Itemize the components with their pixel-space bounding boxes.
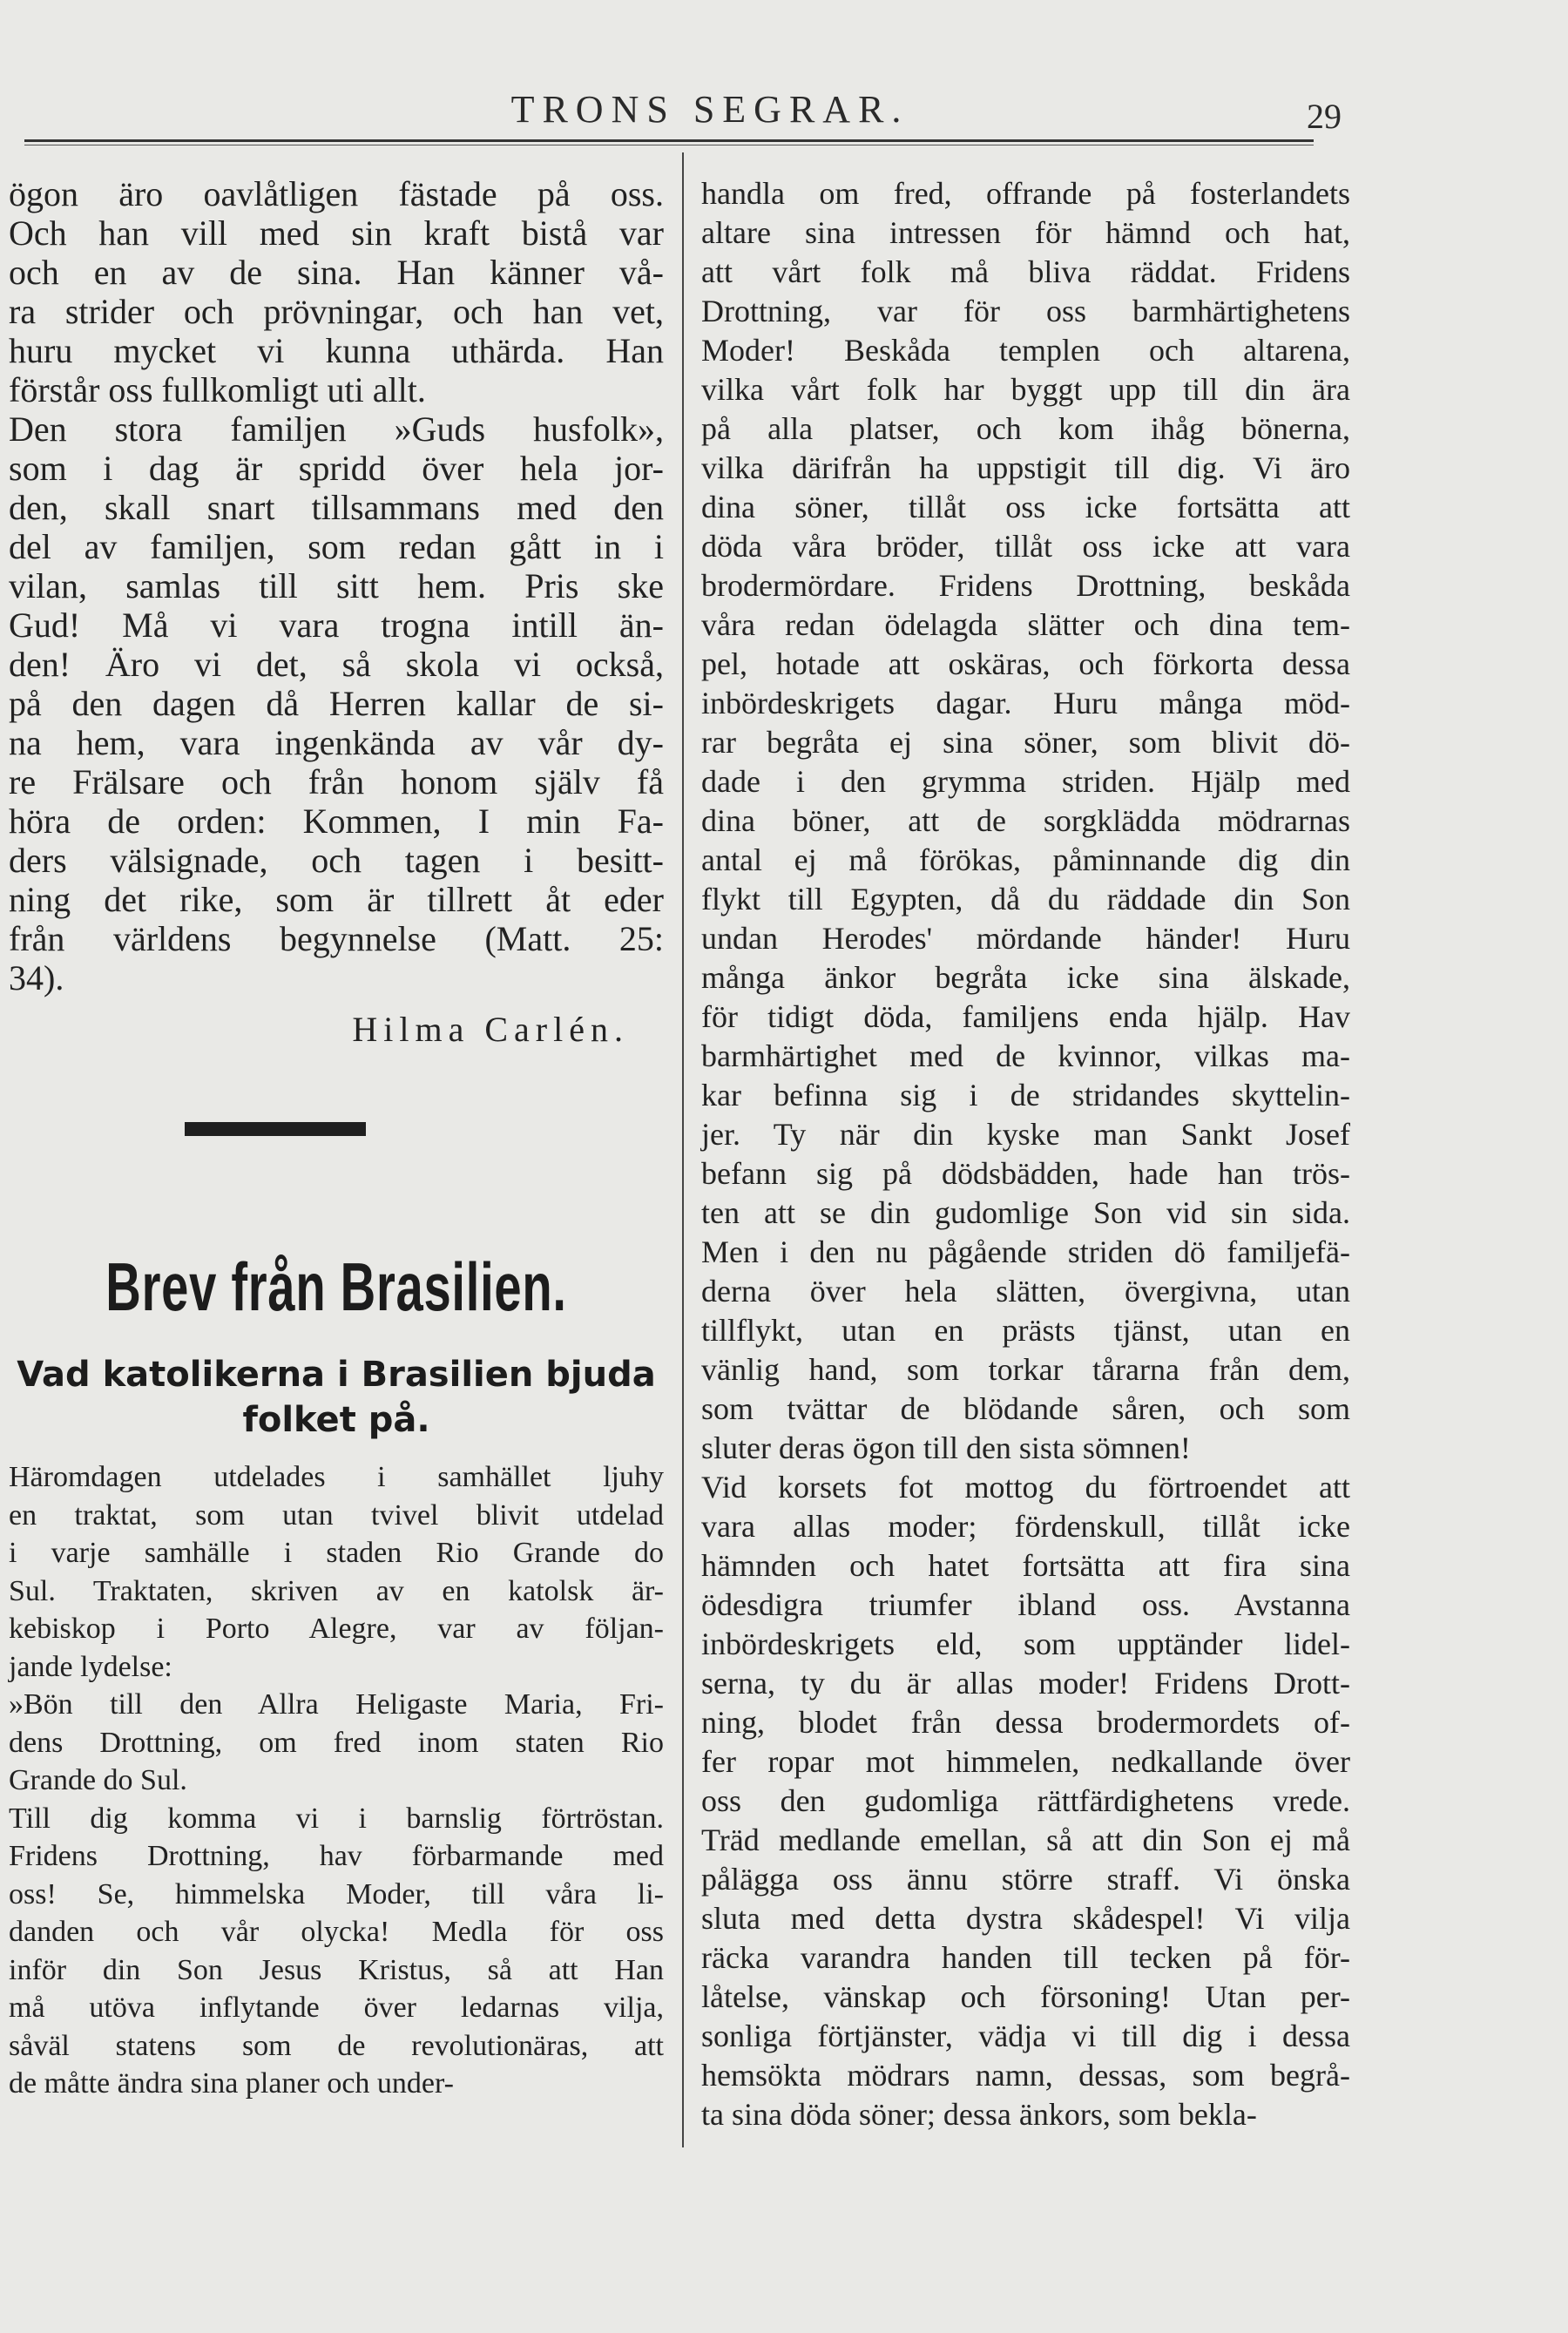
article-body [9, 1458, 664, 2103]
text-line: oss den gudomliga rättfärdighetens vrede. [701, 1783, 1350, 1818]
text-line: hemsökta mödrars namn, dessas, som begrå- [701, 2058, 1350, 2093]
text-line: Sul. Traktaten, skriven av en katolsk är- [9, 1574, 664, 1607]
text-line: dina söner, tillåt oss icke fortsätta att [701, 490, 1350, 524]
text-line: som i dag är spridd över hela jor- [9, 449, 664, 488]
text-line: pel, hotade att oskäras, och förkorta dessa [701, 646, 1350, 681]
text-line: flykt till Egypten, då du räddade din Son [701, 882, 1350, 916]
text-line: Drottning, var för oss barmhärtighetens [701, 294, 1350, 328]
text-line: ten att se din gudomlige Son vid sin sida. [701, 1195, 1350, 1230]
text-line: på den dagen då Herren kallar de si- [9, 684, 664, 723]
page-number: 29 [1307, 97, 1342, 136]
text-line: den! Äro vi det, så skola vi också, [9, 645, 664, 684]
text-line: jer. Ty när din kyske man Sankt Josef [701, 1117, 1350, 1152]
text-line: en traktat, som utan tvivel blivit utdelad [9, 1498, 664, 1532]
text-line: derna över hela slätten, övergivna, utan [701, 1274, 1350, 1309]
text-line: sonliga förtjänster, vädja vi till dig i dessa [701, 2019, 1350, 2053]
text-line: befann sig på dödsbädden, hade han trös- [701, 1156, 1350, 1191]
text-line: inbördeskrigets dagar. Huru många möd- [701, 686, 1350, 720]
text-line: Vid korsets fot mottog du förtroendet att [701, 1470, 1350, 1505]
text-line: förstår oss fullkomligt uti allt. [9, 370, 426, 409]
text-line: Gud! Må vi vara trogna intill än- [9, 605, 664, 645]
text-line: Fridens Drottning, hav förbarmande med [9, 1840, 664, 1872]
text-line: vänlig hand, som torkar tårarna från dem, [701, 1352, 1350, 1387]
text-line: rar begråta ej sina söner, som blivit dö- [701, 725, 1350, 760]
text-line: del av familjen, som redan gått in i [9, 527, 664, 566]
text-line: Men i den nu pågående striden dö familjefä- [701, 1234, 1350, 1269]
text-line: ning, blodet från dessa brodermordets of- [701, 1705, 1350, 1740]
header-rule [24, 139, 1314, 145]
text-line: att vårt folk må bliva räddat. Fridens [701, 254, 1350, 289]
text-line: vilka därifrån ha uppstigit till dig. Vi äro [701, 450, 1350, 485]
text-line: Till dig komma vi i barnslig förtröstan. [9, 1802, 664, 1835]
text-line: undan Herodes' mördande händer! Huru [701, 921, 1350, 956]
text-line: re Frälsare och från honom själv få [9, 762, 664, 801]
text-line: pålägga oss ännu större straff. Vi önska [701, 1862, 1350, 1897]
text-line: inbördeskrigets eld, som upptänder lidel- [701, 1626, 1350, 1661]
text-line: dina böner, att de sorgklädda mödrarnas [701, 803, 1350, 838]
text-line: den, skall snart tillsammans med den [9, 488, 664, 527]
text-line: »Bön till den Allra Heligaste Maria, Fri- [9, 1688, 664, 1721]
text-line: oss! Se, himmelska Moder, till våra li- [9, 1877, 664, 1910]
text-line: många änkor begråta icke sina älskade, [701, 960, 1350, 995]
text-line: brodermördare. Fridens Drottning, beskåda [701, 568, 1350, 603]
text-line: vilka vårt folk har byggt upp till din ära [701, 372, 1350, 407]
text-line: handla om fred, offrande på fosterlandets [701, 176, 1350, 211]
text-line: dade i den grymma striden. Hjälp med [701, 764, 1350, 799]
text-line: ders välsignade, och tagen i besitt- [9, 841, 664, 880]
column-divider [682, 152, 684, 2147]
text-line: från världens begynnelse (Matt. 25: [9, 919, 664, 958]
text-line: tillflykt, utan en prästs tjänst, utan en [701, 1313, 1350, 1348]
text-line: må utöva inflytande över ledarnas vilja, [9, 1992, 664, 2024]
text-line: kebiskop i Porto Alegre, var av följan- [9, 1613, 664, 1645]
text-line: vara allas moder; fördenskull, tillåt icke [701, 1509, 1350, 1544]
text-line: Grande do Sul. [9, 1764, 187, 1796]
separator-bar [185, 1122, 366, 1136]
article-body-continued [701, 174, 1350, 2134]
article-subtitle-line-1: Vad katolikerna i Brasilien bjuda [17, 1355, 656, 1395]
article-title: Brev från Brasilien. [105, 1248, 567, 1325]
text-line: dens Drottning, om fred inom staten Rio [9, 1726, 664, 1759]
text-line: Och han vill med sin kraft bistå var [9, 213, 664, 253]
text-line: Häromdagen utdelades i samhället ljuhy [9, 1461, 664, 1493]
running-title: TRONS SEGRAR. [510, 88, 909, 131]
text-line: na hem, vara ingenkända av vår dy- [9, 723, 664, 762]
text-line: de måtte ändra sina planer och under- [9, 2067, 454, 2100]
text-line: sluta med detta dystra skådespel! Vi vilja [701, 1901, 1350, 1936]
text-line: ning det rike, som är tillrett åt eder [9, 880, 664, 919]
text-line: serna, ty du är allas moder! Fridens Drott- [701, 1666, 1350, 1701]
text-line: ödesdigra triumfer ibland oss. Avstanna [701, 1587, 1350, 1622]
author-signature: Hilma Carlén. [352, 1010, 629, 1049]
text-line: döda våra bröder, tillåt oss icke att vara [701, 529, 1350, 564]
spacer [9, 1443, 664, 1458]
text-line: Moder! Beskåda templen och altarena, [701, 333, 1350, 368]
text-line: antal ej må förökas, påminnande dig din [701, 842, 1350, 877]
text-line: Träd medlande emellan, så att din Son ej må [701, 1822, 1350, 1857]
text-line: på alla platser, och kom ihåg bönerna, [701, 411, 1350, 446]
text-line: ra strider och prövningar, och han vet, [9, 292, 664, 331]
text-line: fer ropar mot himmelen, nedkallande över [701, 1744, 1350, 1779]
text-line: höra de orden: Kommen, I min Fa- [9, 801, 664, 841]
text-line: i varje samhälle i staden Rio Grande do [9, 1537, 664, 1569]
text-line: jande lydelse: [9, 1650, 172, 1683]
text-line: danden och vår olycka! Medla för oss [9, 1916, 664, 1948]
text-line: räcka varandra handen till tecken på för- [701, 1940, 1350, 1975]
text-line: och en av de sina. Han känner vå- [9, 253, 664, 292]
text-line: Den stora familjen »Guds husfolk», [9, 409, 664, 449]
text-line: kar befinna sig i de stridandes skyttelin- [701, 1078, 1350, 1112]
text-line: ögon äro oavlåtligen fästade på oss. [9, 174, 664, 213]
text-line: våra redan ödelagda slätter och dina tem- [701, 607, 1350, 642]
text-line: låtelse, vänskap och försoning! Utan per- [701, 1979, 1350, 2014]
text-line: som tvättar de blödande såren, och som [701, 1391, 1350, 1426]
left-column [9, 174, 664, 2103]
text-line: altare sina intressen för hämnd och hat, [701, 215, 1350, 250]
text-line: 34). [9, 958, 64, 997]
article-subtitle-line-2: folket på. [242, 1400, 430, 1440]
text-line: för tidigt döda, familjens enda hjälp. Hav [701, 999, 1350, 1034]
text-line: vilan, samlas till sitt hem. Pris ske [9, 566, 664, 605]
right-column [701, 174, 1350, 2134]
text-line: hämnden och hatet fortsätta att fira sina [701, 1548, 1350, 1583]
text-line: ta sina döda söner; dessa änkors, som bekla- [701, 2097, 1257, 2132]
text-line: huru mycket vi kunna uthärda. Han [9, 331, 664, 370]
previous-article-ending [9, 174, 664, 997]
text-line: inför din Son Jesus Kristus, så att Han [9, 1953, 664, 1986]
text-line: sluter deras ögon till den sista sömnen! [701, 1430, 1191, 1465]
text-line: såväl statens som de revolutionäras, att [9, 2029, 664, 2062]
text-line: barmhärtighet med de kvinnor, vilkas ma- [701, 1038, 1350, 1073]
